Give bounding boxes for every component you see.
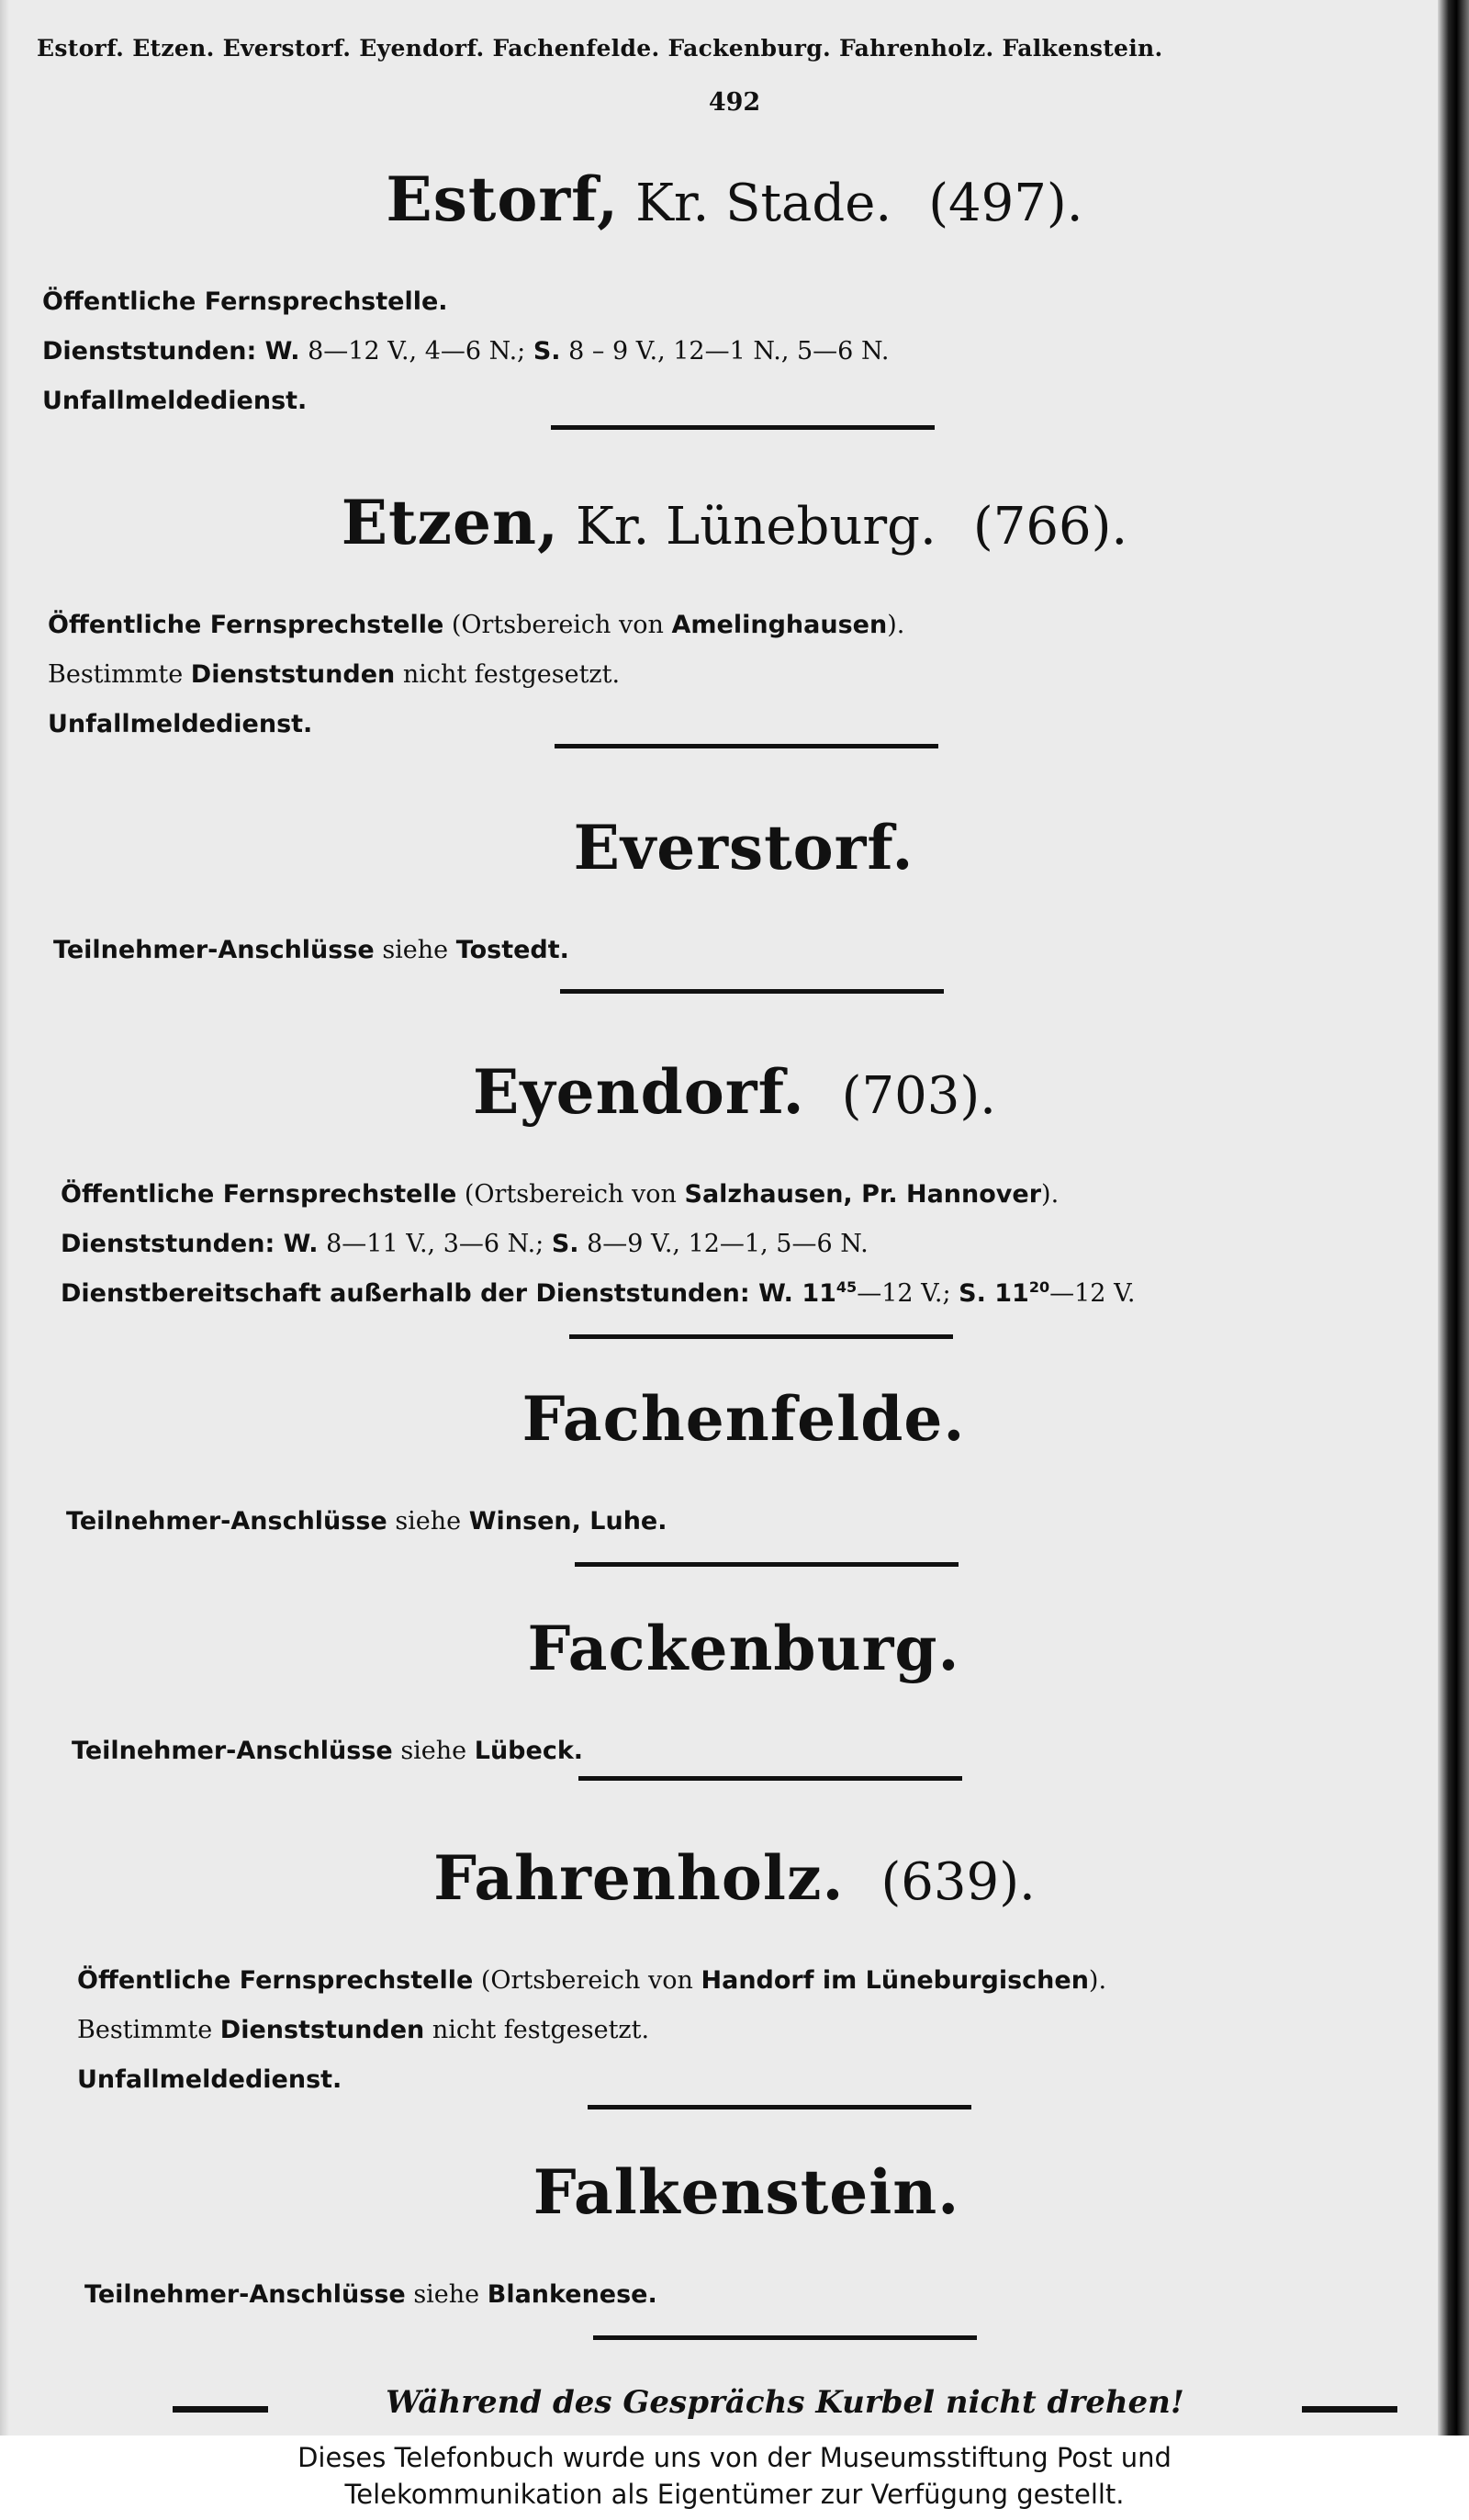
detail-line: Bestimmte Dienststunden nicht festgesetzt. (48, 660, 621, 689)
entry-details (77, 1956, 1469, 2105)
page-number: 492 (708, 88, 761, 117)
exchange-number: (497). (928, 174, 1083, 233)
place-name: Estorf, (386, 163, 620, 235)
running-head: Estorf. Etzen. Everstorf. Eyendorf. Fachenfelde. Fackenburg. Fahrenholz. Falkenstein. (37, 35, 1163, 62)
entry-fackenburg (0, 1613, 1469, 1776)
place-name: Fackenburg. (527, 1613, 960, 1684)
separator-rule (578, 1776, 962, 1781)
detail-line: Dienstbereitschaft außerhalb der Dienststunden: W. $11^{45}—12$ V.; S. $11^{20}—12$ V. (61, 1278, 1136, 1308)
separator-rule (588, 2105, 971, 2109)
detail-line: Unfallmeldedienst. (48, 710, 313, 738)
place-name: Fachenfelde. (521, 1383, 966, 1455)
detail-line: Teilnehmer-Anschlüsse siehe Winsen, Luhe. (66, 1507, 667, 1536)
detail-line: Bestimmte Dienststunden nicht festgesetzt. (77, 2016, 650, 2044)
detail-line: Öffentliche Fernsprechstelle. (42, 287, 448, 316)
detail-line: Unfallmeldedienst. (77, 2065, 342, 2094)
entry-details (53, 926, 1469, 975)
entry-heading (0, 1842, 1469, 1914)
detail-line: Teilnehmer-Anschlüsse siehe Lübeck. (72, 1737, 584, 1765)
district: Kr. Lüneburg. (575, 497, 936, 557)
entry-heading (0, 1613, 1469, 1684)
place-name: Etzen, (341, 487, 559, 558)
place-name: Fahrenholz. (433, 1842, 845, 1914)
entry-details (72, 1727, 1469, 1776)
entry-heading (0, 812, 1469, 883)
entry-fahrenholz (0, 1842, 1469, 2105)
entry-details (48, 601, 1469, 749)
entry-details (42, 277, 1469, 426)
entry-everstorf (0, 812, 1469, 975)
district: Kr. Stade. (635, 174, 892, 233)
entry-heading (0, 2156, 1469, 2228)
entry-details (84, 2270, 1469, 2320)
place-name: Eyendorf. (473, 1056, 805, 1128)
detail-line: Öffentliche Fernsprechstelle (Ortsbereich von Amelinghausen). (48, 611, 905, 639)
entry-falkenstein (0, 2156, 1469, 2320)
entry-heading (0, 163, 1469, 235)
place-name: Everstorf. (573, 812, 914, 883)
slogan-dash-left (173, 2406, 268, 2413)
credit-line-1: Dieses Telefonbuch wurde uns von der Museumsstiftung Post und (297, 2442, 1172, 2473)
separator-rule (555, 744, 938, 748)
separator-rule (575, 1562, 959, 1567)
detail-line: Teilnehmer-Anschlüsse siehe Tostedt. (53, 936, 569, 964)
credit-caption (0, 2436, 1469, 2520)
detail-line: Öffentliche Fernsprechstelle (Ortsbereich von Salzhausen, Pr. Hannover). (61, 1180, 1060, 1209)
exchange-number: (766). (972, 497, 1128, 557)
place-name: Falkenstein. (533, 2156, 960, 2228)
detail-line: Teilnehmer-Anschlüsse siehe Blankenese. (84, 2280, 657, 2309)
entry-fachenfelde (0, 1383, 1469, 1547)
separator-rule (593, 2335, 977, 2340)
entry-estorf (0, 163, 1469, 426)
separator-rule (551, 425, 935, 430)
exchange-number: (639). (880, 1852, 1036, 1912)
slogan-text: Während des Gesprächs Kurbel nicht drehen! (386, 2384, 1184, 2421)
entry-eyendorf (0, 1056, 1469, 1319)
detail-line: Dienststunden: W. 8—12 V., 4—6 N.; S. 8 – 9 V., 12—1 N., 5—6 N. (42, 337, 890, 366)
detail-line: Öffentliche Fernsprechstelle (Ortsbereich von Handorf im Lüneburgischen). (77, 1966, 1107, 1995)
footer-slogan (0, 2384, 1469, 2424)
entry-etzen (0, 487, 1469, 749)
separator-rule (569, 1334, 953, 1339)
detail-line: Dienststunden: W. 8—11 V., 3—6 N.; S. 8—9 V., 12—1, 5—6 N. (61, 1230, 869, 1258)
entry-heading (0, 1383, 1469, 1455)
detail-line: Unfallmeldedienst. (42, 387, 308, 415)
slogan-dash-right (1302, 2406, 1397, 2413)
entry-details (61, 1170, 1469, 1319)
separator-rule (560, 989, 944, 994)
entry-details (66, 1497, 1469, 1547)
entry-heading (0, 1056, 1469, 1128)
entry-heading (0, 487, 1469, 558)
credit-line-2: Telekommunikation als Eigentümer zur Verfügung gestellt. (344, 2479, 1125, 2510)
exchange-number: (703). (841, 1066, 996, 1126)
